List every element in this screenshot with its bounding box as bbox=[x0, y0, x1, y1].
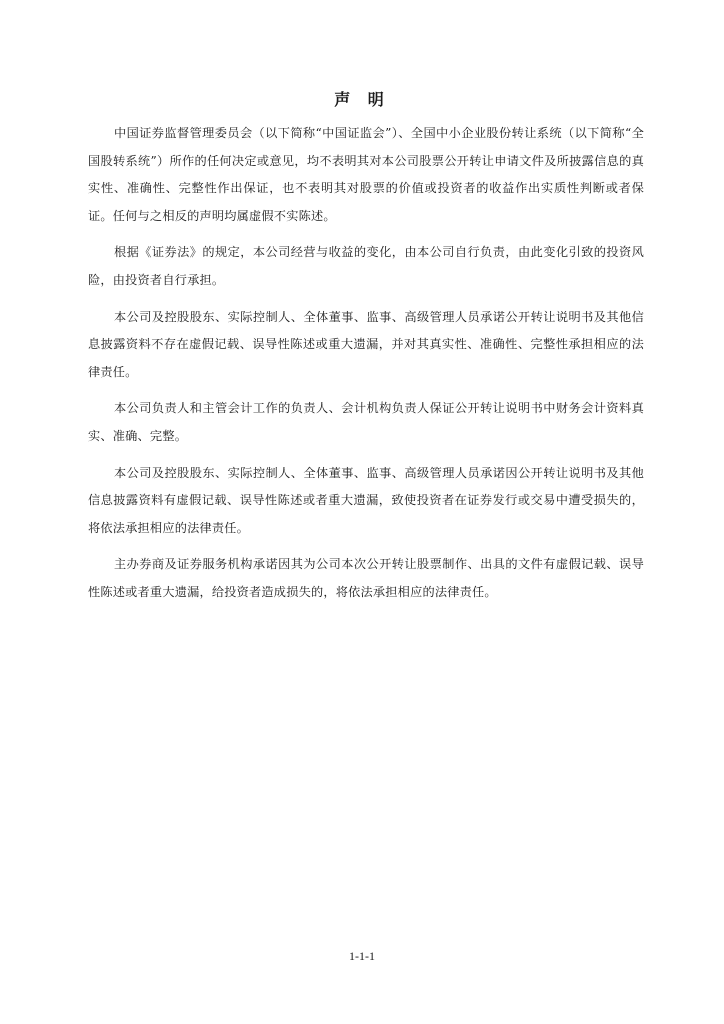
page-title: 声 明 bbox=[334, 90, 390, 109]
paragraph-regulator-disclaimer: 中国证券监督管理委员会（以下简称“中国证监会”）、全国中小企业股份转让系统（以下简称“全国股转系统”）所作的任何决定或意见，均不表明其对本公司股票公开转让申请文件及所披露信息的真实性、准确性、完整性作出保证，也不表明其对股票的价值或投资者的收益作出实质性判断或者保证。任何与之相反的声明均属虚假不实陈述。 bbox=[88, 126, 644, 223]
paragraph-liability-commitment: 本公司及控股股东、实际控制人、全体董事、监事、高级管理人员承诺因公开转让说明书及其他信息披露资料有虚假记载、误导性陈述或者重大遗漏，致使投资者在证券发行或交易中遭受损失的，将依法承担相应的法律责任。 bbox=[88, 465, 644, 535]
paragraph-broker-commitment: 主办券商及证券服务机构承诺因其为公司本次公开转让股票制作、出具的文件有虚假记载、误导性陈述或者重大遗漏，给投资者造成损失的，将依法承担相应的法律责任。 bbox=[88, 557, 644, 599]
paragraph-investment-risk: 根据《证券法》的规定，本公司经营与收益的变化，由本公司自行负责，由此变化引致的投资风险，由投资者自行承担。 bbox=[88, 245, 644, 287]
paragraph-company-commitment: 本公司及控股股东、实际控制人、全体董事、监事、高级管理人员承诺公开转让说明书及其他信息披露资料不存在虚假记载、误导性陈述或重大遗漏，并对其真实性、准确性、完整性承担相应的法律责任。 bbox=[88, 309, 644, 379]
paragraph-financial-accuracy: 本公司负责人和主管会计工作的负责人、会计机构负责人保证公开转让说明书中财务会计资料真实、准确、完整。 bbox=[88, 401, 644, 443]
page-number: 1-1-1 bbox=[349, 949, 375, 963]
statement-body bbox=[88, 120, 644, 616]
